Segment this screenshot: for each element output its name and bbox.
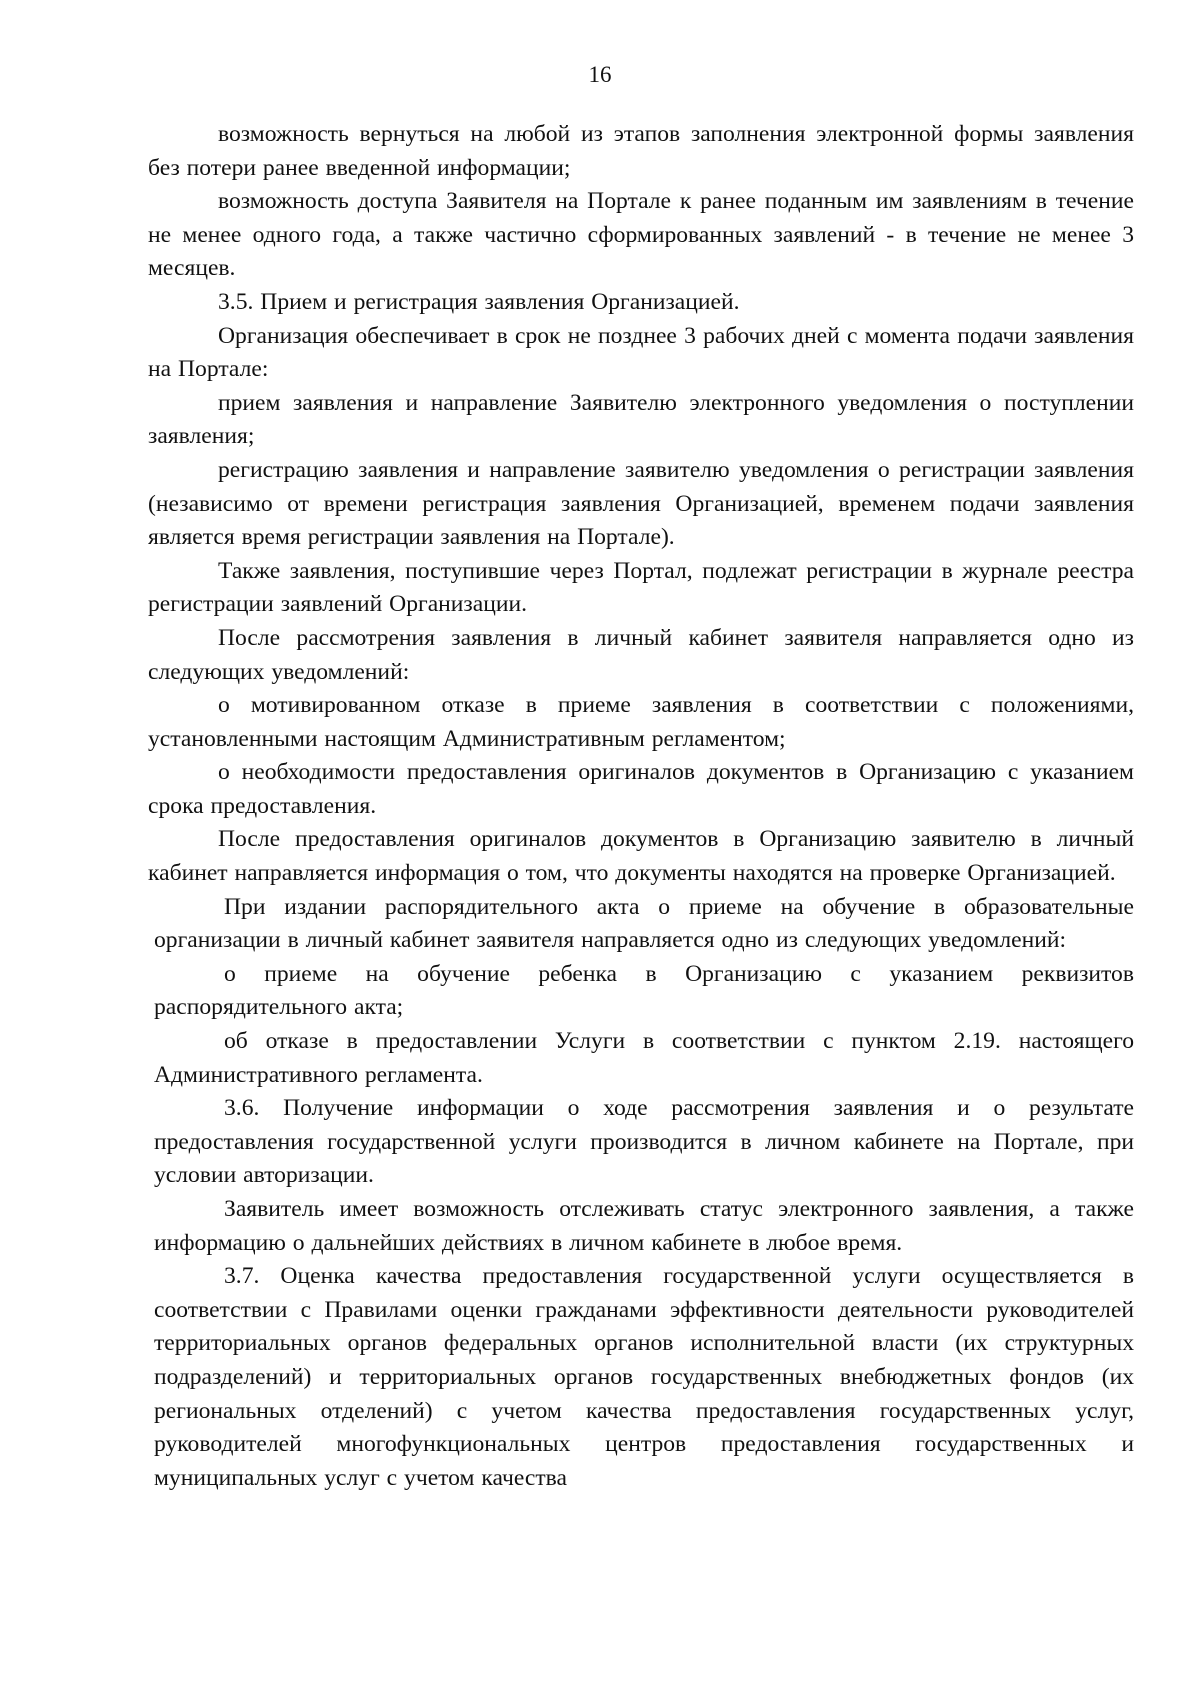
paragraph-refusal-notice: о мотивированном отказе в приеме заявления в соответствии с положениями, установленными настоящим Административным регламентом;: [148, 692, 1134, 752]
paragraph-journal: Также заявления, поступившие через Портал, подлежат регистрации в журнале реестра регистрации заявлений Организации.: [148, 557, 1134, 618]
paragraph-admission: о приеме на обучение ребенка в Организацию с указанием реквизитов распорядительного акта;: [154, 960, 1134, 1021]
paragraph-reception: прием заявления и направление Заявителю электронного уведомления о поступлении заявления;: [148, 389, 1134, 450]
paragraph-status-tracking: Заявитель имеет возможность отслеживать статус электронного заявления, а также информацию о дальнейших действиях в личном кабинете в любое время.: [154, 1196, 1134, 1256]
paragraph-originals-required: о необходимости предоставления оригиналов документов в Организацию с указанием срока предоставления.: [148, 759, 1134, 819]
paragraph-service-refusal: об отказе в предоставлении Услуги в соответствии с пунктом 2.19. настоящего Административного регламента.: [154, 1028, 1134, 1088]
paragraph-after-review: После рассмотрения заявления в личный кабинет заявителя направляется одно из следующих уведомлений:: [148, 624, 1134, 685]
document-body: [148, 118, 1134, 1495]
paragraph-return-to-step: возможность вернуться на любой из этапов заполнения электронной формы заявления без потери ранее введенной информации;: [148, 121, 1134, 181]
section-3-6: 3.6. Получение информации о ходе рассмотрения заявления и о результате предоставления государственной услуги производится в личном кабинете на Портале, при условии авторизации.: [154, 1095, 1134, 1189]
paragraph-registration: регистрацию заявления и направление заявителю уведомления о регистрации заявления (независимо от времени регистрация заявления Организацией, временем подачи заявления является время регистрации заявления на Портале).: [148, 456, 1134, 551]
section-3-7: 3.7. Оценка качества предоставления государственной услуги осуществляется в соответствии с Правилами оценки гражданами эффективности деятельности руководителей территориальных органов федеральных органов исполнительной власти (их структурных подразделений) и территориальных органов государственных внебюджетных фондов (их региональных отделений) с учетом качества предоставления государственных услуг, руководителей многофункциональных центров предоставления государственных и муниципальных услуг с учетом качества: [154, 1263, 1134, 1491]
paragraph-access-applications: возможность доступа Заявителя на Портале к ранее поданным им заявлениям в течение не менее одного года, а также частично сформированных заявлений - в течение не менее 3 месяцев.: [148, 188, 1134, 282]
section-heading-3-5: 3.5. Прием и регистрация заявления Организацией.: [218, 288, 740, 315]
page-number: 16: [588, 62, 612, 87]
paragraph-organization-ensures: Организация обеспечивает в срок не позднее 3 рабочих дней с момента подачи заявления на Портале:: [148, 322, 1134, 383]
paragraph-administrative-act: При издании распорядительного акта о приеме на обучение в образовательные организации в личный кабинет заявителя направляется одно из следующих уведомлений:: [154, 893, 1134, 954]
paragraph-after-originals: После предоставления оригиналов документов в Организацию заявителю в личный кабинет направляется информация о том, что документы находятся на проверке Организацией.: [148, 826, 1134, 887]
